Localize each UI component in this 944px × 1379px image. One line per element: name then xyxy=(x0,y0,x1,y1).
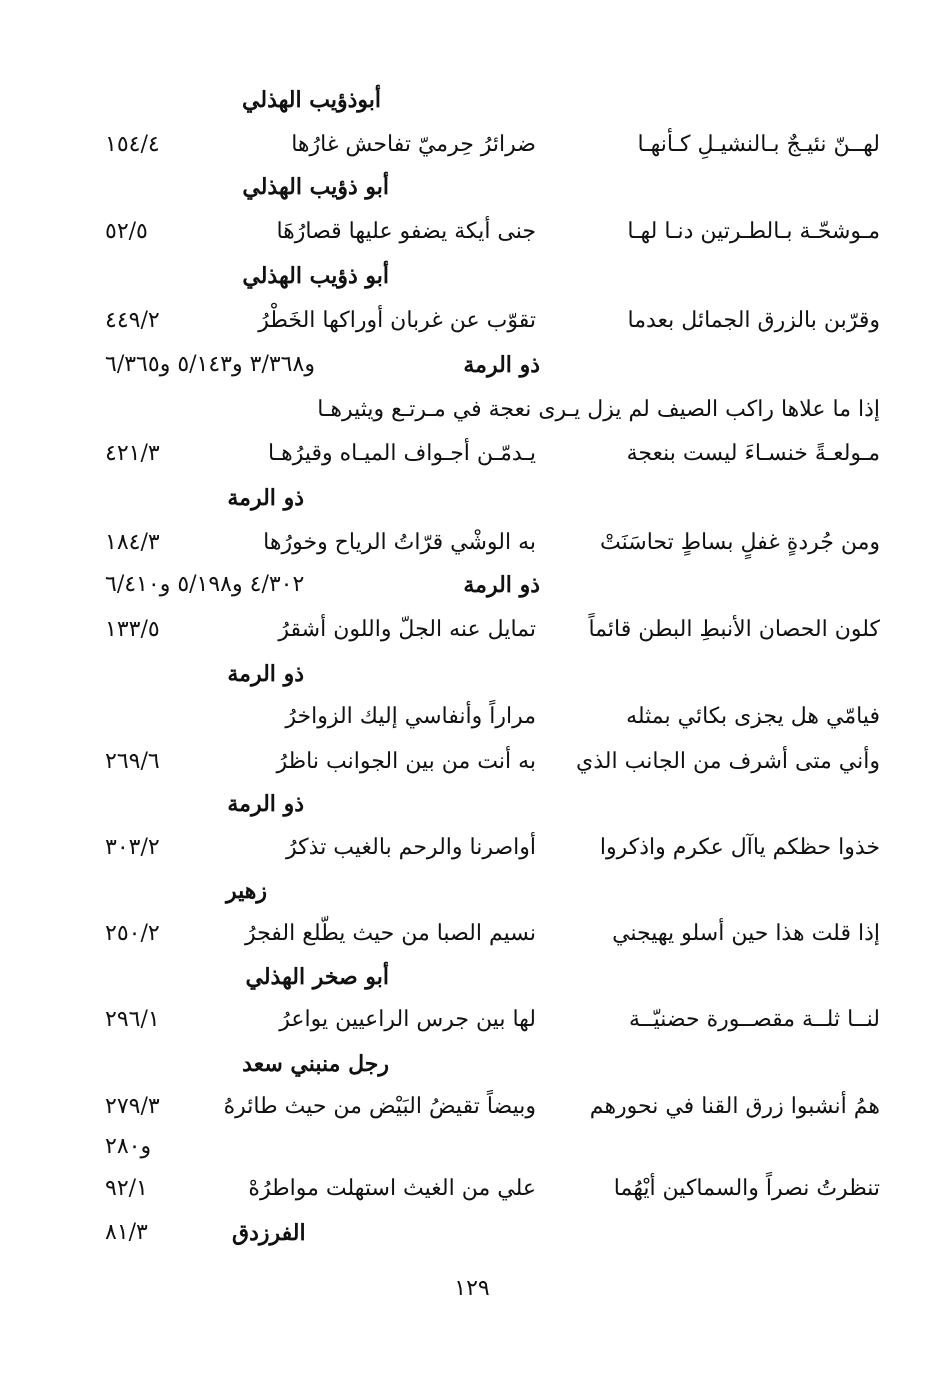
hemistich-1: مـولعـةً خنسـاءَ ليست بنعجة xyxy=(626,441,880,466)
verse-line xyxy=(0,1167,944,1211)
poet-line xyxy=(0,165,944,209)
reference: و٣/٣٦٨ و٥/١٤٣ و٦/٣٦٥ xyxy=(105,352,315,377)
reference: ١٨٤/٣ xyxy=(105,530,160,555)
reference: ٤٢١/٣ xyxy=(105,441,160,466)
poet-name: ذو الرمة xyxy=(227,661,304,687)
poet-ref-line xyxy=(0,343,944,387)
verse-text: إذا ما علاها راكب الصيف لم يزل يـرى نعجة في مـرتـع ويثيرهـا xyxy=(317,397,880,422)
reference: ٩٢/١ xyxy=(105,1176,148,1201)
hemistich-1: ومن جُردةٍ غفلٍ بساطٍ تحاسَنَتْ xyxy=(600,530,880,555)
poet-line xyxy=(0,254,944,298)
verse-line xyxy=(0,826,944,870)
poet-name: ذو الرمة xyxy=(227,791,304,817)
reference: ٢٥٠/٢ xyxy=(105,921,160,946)
hemistich-2: مراراً وأنفاسي إليك الزواخرُ xyxy=(285,704,536,729)
verse-line xyxy=(0,210,944,254)
hemistich-1: إذا قلت هذا حين أسلو يهيجني xyxy=(612,921,880,946)
hemistich-2: به الوشْي قرّاتُ الرياح وخورُها xyxy=(263,530,536,555)
verse-line xyxy=(0,998,944,1042)
poet-name: أبو ذؤيب الهذلي xyxy=(242,263,389,289)
poet-name: ذو الرمة xyxy=(463,352,540,378)
hemistich-2: يـدمّـن أجـواف الميـاه وقيرُهـا xyxy=(267,441,536,466)
hemistich-2: نسيم الصبا من حيث يطّلع الفجرُ xyxy=(244,921,536,946)
poet-name: أبو ذؤيب الهذلي xyxy=(242,174,389,200)
hemistich-1: كلون الحصان الأنبطِ البطن قائماً xyxy=(588,617,880,642)
hemistich-1: فيامّي هل يجزى بكائي بمثله xyxy=(626,704,880,729)
reference: ١٥٤/٤ xyxy=(105,132,160,157)
poet-line xyxy=(0,782,944,826)
poet-name: ذو الرمة xyxy=(463,572,540,598)
poet-name: أبوذؤيب الهذلي xyxy=(242,87,381,113)
hemistich-2: به أنت من بين الجوانب ناظرُ xyxy=(276,749,536,774)
poet-name: ذو الرمة xyxy=(227,485,304,511)
poet-line xyxy=(0,955,944,999)
reference: ٤/٣٠٢ و٥/١٩٨ و٦/٤١٠ xyxy=(105,572,305,597)
hemistich-1: وقرّبن بالزرق الجمائل بعدما xyxy=(627,308,880,333)
hemistich-2: علي من الغيث استهلت مواطرُهْ xyxy=(248,1176,536,1201)
reference: ٢٩٦/١ xyxy=(105,1007,160,1032)
hemistich-1: همُ أنشبوا زرق القنا في نحورهم xyxy=(589,1094,880,1119)
hemistich-1: لهــنّ نئيـجٌ بـالنشيـلِ كـأنهـا xyxy=(637,132,880,157)
verse-line xyxy=(0,695,944,739)
reference: ١٣٣/٥ xyxy=(105,617,160,642)
single-line xyxy=(0,388,944,432)
hemistich-2: تمايل عنه الجلّ واللون أشقرُ xyxy=(278,617,536,642)
poet-line xyxy=(0,1042,944,1086)
reference: و٢٨٠ xyxy=(105,1134,152,1159)
poet-name: زهير xyxy=(225,878,267,904)
hemistich-2: جنى أيكة يضفو عليها قصارُهَا xyxy=(276,219,536,244)
hemistich-2: تقوّب عن غربان أوراكها الخَطْرُ xyxy=(258,308,536,333)
reference: ٨١/٣ xyxy=(105,1220,148,1245)
hemistich-1: مـوشحّـة بـالطـرتين دنـا لهـا xyxy=(627,219,880,244)
reference: ٤٤٩/٢ xyxy=(105,308,160,333)
hemistich-1: تنظرتُ نصراً والسماكين أيْهُما xyxy=(613,1176,880,1201)
poet-line xyxy=(0,476,944,520)
verse-line xyxy=(0,123,944,167)
hemistich-1: لنــا ثلــة مقصــورة حضنيّــة xyxy=(628,1007,880,1032)
poet-line xyxy=(0,78,944,122)
reference: ٣٠٣/٢ xyxy=(105,835,160,860)
poet-name: الفرزدق xyxy=(232,1220,306,1246)
reference: ٥٢/٥ xyxy=(105,219,148,244)
poet-ref-line xyxy=(0,563,944,607)
hemistich-2: ضرائرُ حِرميّ تفاحش غارُها xyxy=(291,132,536,157)
verse-line xyxy=(0,1085,944,1129)
poet-line xyxy=(0,869,944,913)
verse-line xyxy=(0,740,944,784)
verse-line xyxy=(0,432,944,476)
ref-line xyxy=(0,1125,944,1169)
poet-line xyxy=(0,652,944,696)
verse-line xyxy=(0,521,944,565)
verse-line xyxy=(0,912,944,956)
hemistich-1: خذوا حظكم ياآل عكرم واذكروا xyxy=(599,835,880,860)
hemistich-2: وبيضاً تقيضُ البَيْض من حيث طائرهُ xyxy=(223,1094,536,1119)
hemistich-2: أواصرنا والرحم بالغيب تذكرُ xyxy=(286,835,536,860)
hemistich-2: لها بين جرس الراعيين يواعرُ xyxy=(279,1007,536,1032)
reference: ٢٦٩/٦ xyxy=(105,749,160,774)
reference: ٢٧٩/٣ xyxy=(105,1094,160,1119)
verse-line xyxy=(0,608,944,652)
poet-name: رجل منبني سعد xyxy=(242,1051,389,1077)
verse-line xyxy=(0,299,944,343)
hemistich-1: وأني متى أشرف من الجانب الذي xyxy=(576,749,880,774)
page-number: ١٢٩ xyxy=(454,1276,490,1301)
poet-name: أبو صخر الهذلي xyxy=(245,964,389,990)
poet-ref-line xyxy=(0,1211,944,1255)
